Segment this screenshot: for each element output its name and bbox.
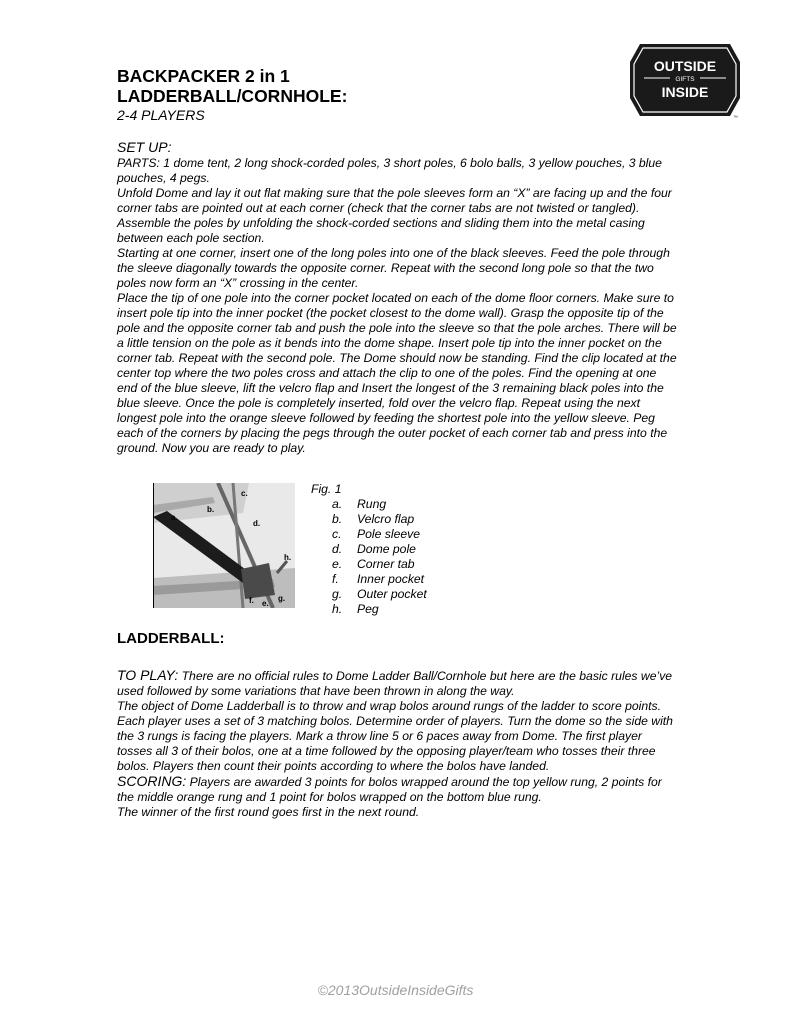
title-line-1: BACKPACKER 2 in 1 [117, 66, 290, 86]
legend-letter: b. [332, 512, 343, 526]
scoring-paragraph [117, 774, 677, 805]
legend-item [332, 497, 427, 512]
object-paragraph: The object of Dome Ladderball is to throw and wrap bolos around rungs of the ladder to score points. Each player uses a set of 3 matching bolos. Determine order of players. Turn the dome so the side with the 3 rungs is facing the players. Mark a throw line 5 or 6 paces away from Dome. The first player tosses all 3 of their bolos, one at a time followed by the opposing player/team who tosses their three bolos. Players then count their points according to where the bolos have landed. [117, 699, 673, 773]
logo-bottom-word: INSIDE [661, 84, 709, 100]
photo-label-d: d. [253, 519, 261, 528]
photo-label-g: g. [278, 594, 286, 603]
ladderball-heading: LADDERBALL: [117, 630, 225, 647]
setup-paragraph: Starting at one corner, insert one of the long poles into one of the black sleeves. Feed the pole through the sleeve diagonally towards the opposite corner. Repeat with the second long pole so that the two poles now form an “X” crossing in the center. [117, 246, 670, 290]
photo-label-h: h. [284, 553, 292, 562]
scoring-label: SCORING: [117, 773, 187, 789]
scoring-text: Players are awarded 3 points for bolos wrapped around the top yellow rung, 2 points for the middle orange rung and 1 point for bolos wrapped on the bottom blue rung. [117, 775, 662, 804]
legend-text: Inner pocket [357, 572, 425, 586]
legend-text: Rung [357, 497, 387, 511]
legend-letter: g. [332, 587, 343, 601]
logo-trademark: ™ [733, 115, 738, 120]
to-play-label: TO PLAY: [117, 667, 179, 683]
photo-label-a: a. [171, 513, 178, 522]
photo-label-f: f. [249, 596, 254, 605]
setup-paragraph: Place the tip of one pole into the corner pocket located on each of the dome floor corners. Make sure to insert pole tip into the inner pocket (the pocket closest to the dome wall). Grasp the opposite tip of the pole and the opposite corner tab and push the pole into the sleeve so that the pole arches. There will be a little tension on the pole as it bends into the dome shape. Insert pole tip into the inner pocket on the corner tab. Repeat with the second pole. The Dome should now be standing. Find the clip located at the center top where the two poles cross and attach the clip to one of the poles. Find the opening at one end of the blue sleeve, lift the velcro flap and Insert the longest of the 3 remaining black poles into the blue sleeve. Once the pole is completely inserted, fold over the velcro flap. Repeat using the next longest pole into the orange sleeve followed by feeding the shortest pole into the yellow sleeve. Peg each of the corners by placing the pegs through the outer pocket of each corner tab and press into the ground. Now you are ready to play. [117, 291, 677, 455]
legend-item [332, 542, 427, 557]
legend-letter: d. [332, 542, 343, 556]
legend-text: Velcro flap [357, 512, 415, 526]
legend-item [332, 572, 427, 587]
legend-text: Pole sleeve [357, 527, 421, 541]
photo-label-b: b. [207, 505, 215, 514]
document-title [117, 66, 347, 106]
setup-paragraph: PARTS: 1 dome tent, 2 long shock-corded poles, 3 short poles, 6 bolo balls, 3 yellow pouches, 3 blue pouches, 4 pegs. [117, 156, 662, 185]
legend-letter: e. [332, 557, 343, 571]
legend-item [332, 602, 427, 617]
legend-item [332, 512, 427, 527]
to-play-paragraph [117, 668, 677, 699]
legend-letter: f. [332, 572, 339, 586]
legend-text: Outer pocket [357, 587, 427, 601]
legend-item [332, 587, 427, 602]
logo-middle-word: GIFTS [675, 76, 695, 83]
figure-title: Fig. 1 [311, 482, 342, 496]
outside-inside-logo [626, 40, 744, 120]
copyright-footer: ©2013OutsideInsideGifts [317, 982, 474, 998]
players-subtitle: 2-4 PLAYERS [117, 107, 205, 123]
logo-top-word: OUTSIDE [653, 58, 717, 74]
legend-letter: c. [332, 527, 342, 541]
corner-tab-photo [153, 483, 295, 608]
legend-text: Corner tab [357, 557, 415, 571]
ladderball-rules [117, 668, 677, 820]
legend-letter: a. [332, 497, 343, 511]
setup-heading: SET UP: [117, 139, 172, 155]
legend-letter: h. [332, 602, 343, 616]
legend-item [332, 527, 427, 542]
setup-paragraph: Unfold Dome and lay it out flat making sure that the pole sleeves form an “X” are facing up and the four corner tabs are pointed out at each corner (check that the corner tabs are not twisted or tangled). Assemble the poles by unfolding the shock-corded sections and sliding them into the metal casing between each pole section. [117, 186, 672, 245]
legend-item [332, 557, 427, 572]
setup-instructions [117, 156, 677, 456]
legend-text: Dome pole [357, 542, 416, 556]
photo-label-e: e. [262, 599, 269, 608]
figure-legend [332, 497, 427, 617]
winner-paragraph: The winner of the first round goes first in the next round. [117, 805, 420, 819]
photo-label-c: c. [241, 489, 248, 498]
to-play-text: There are no official rules to Dome Ladder Ball/Cornhole but here are the basic rules we’ve used followed by some variations that have been thrown in along the way. [117, 669, 673, 698]
title-line-2: LADDERBALL/CORNHOLE: [117, 86, 348, 106]
legend-text: Peg [357, 602, 379, 616]
